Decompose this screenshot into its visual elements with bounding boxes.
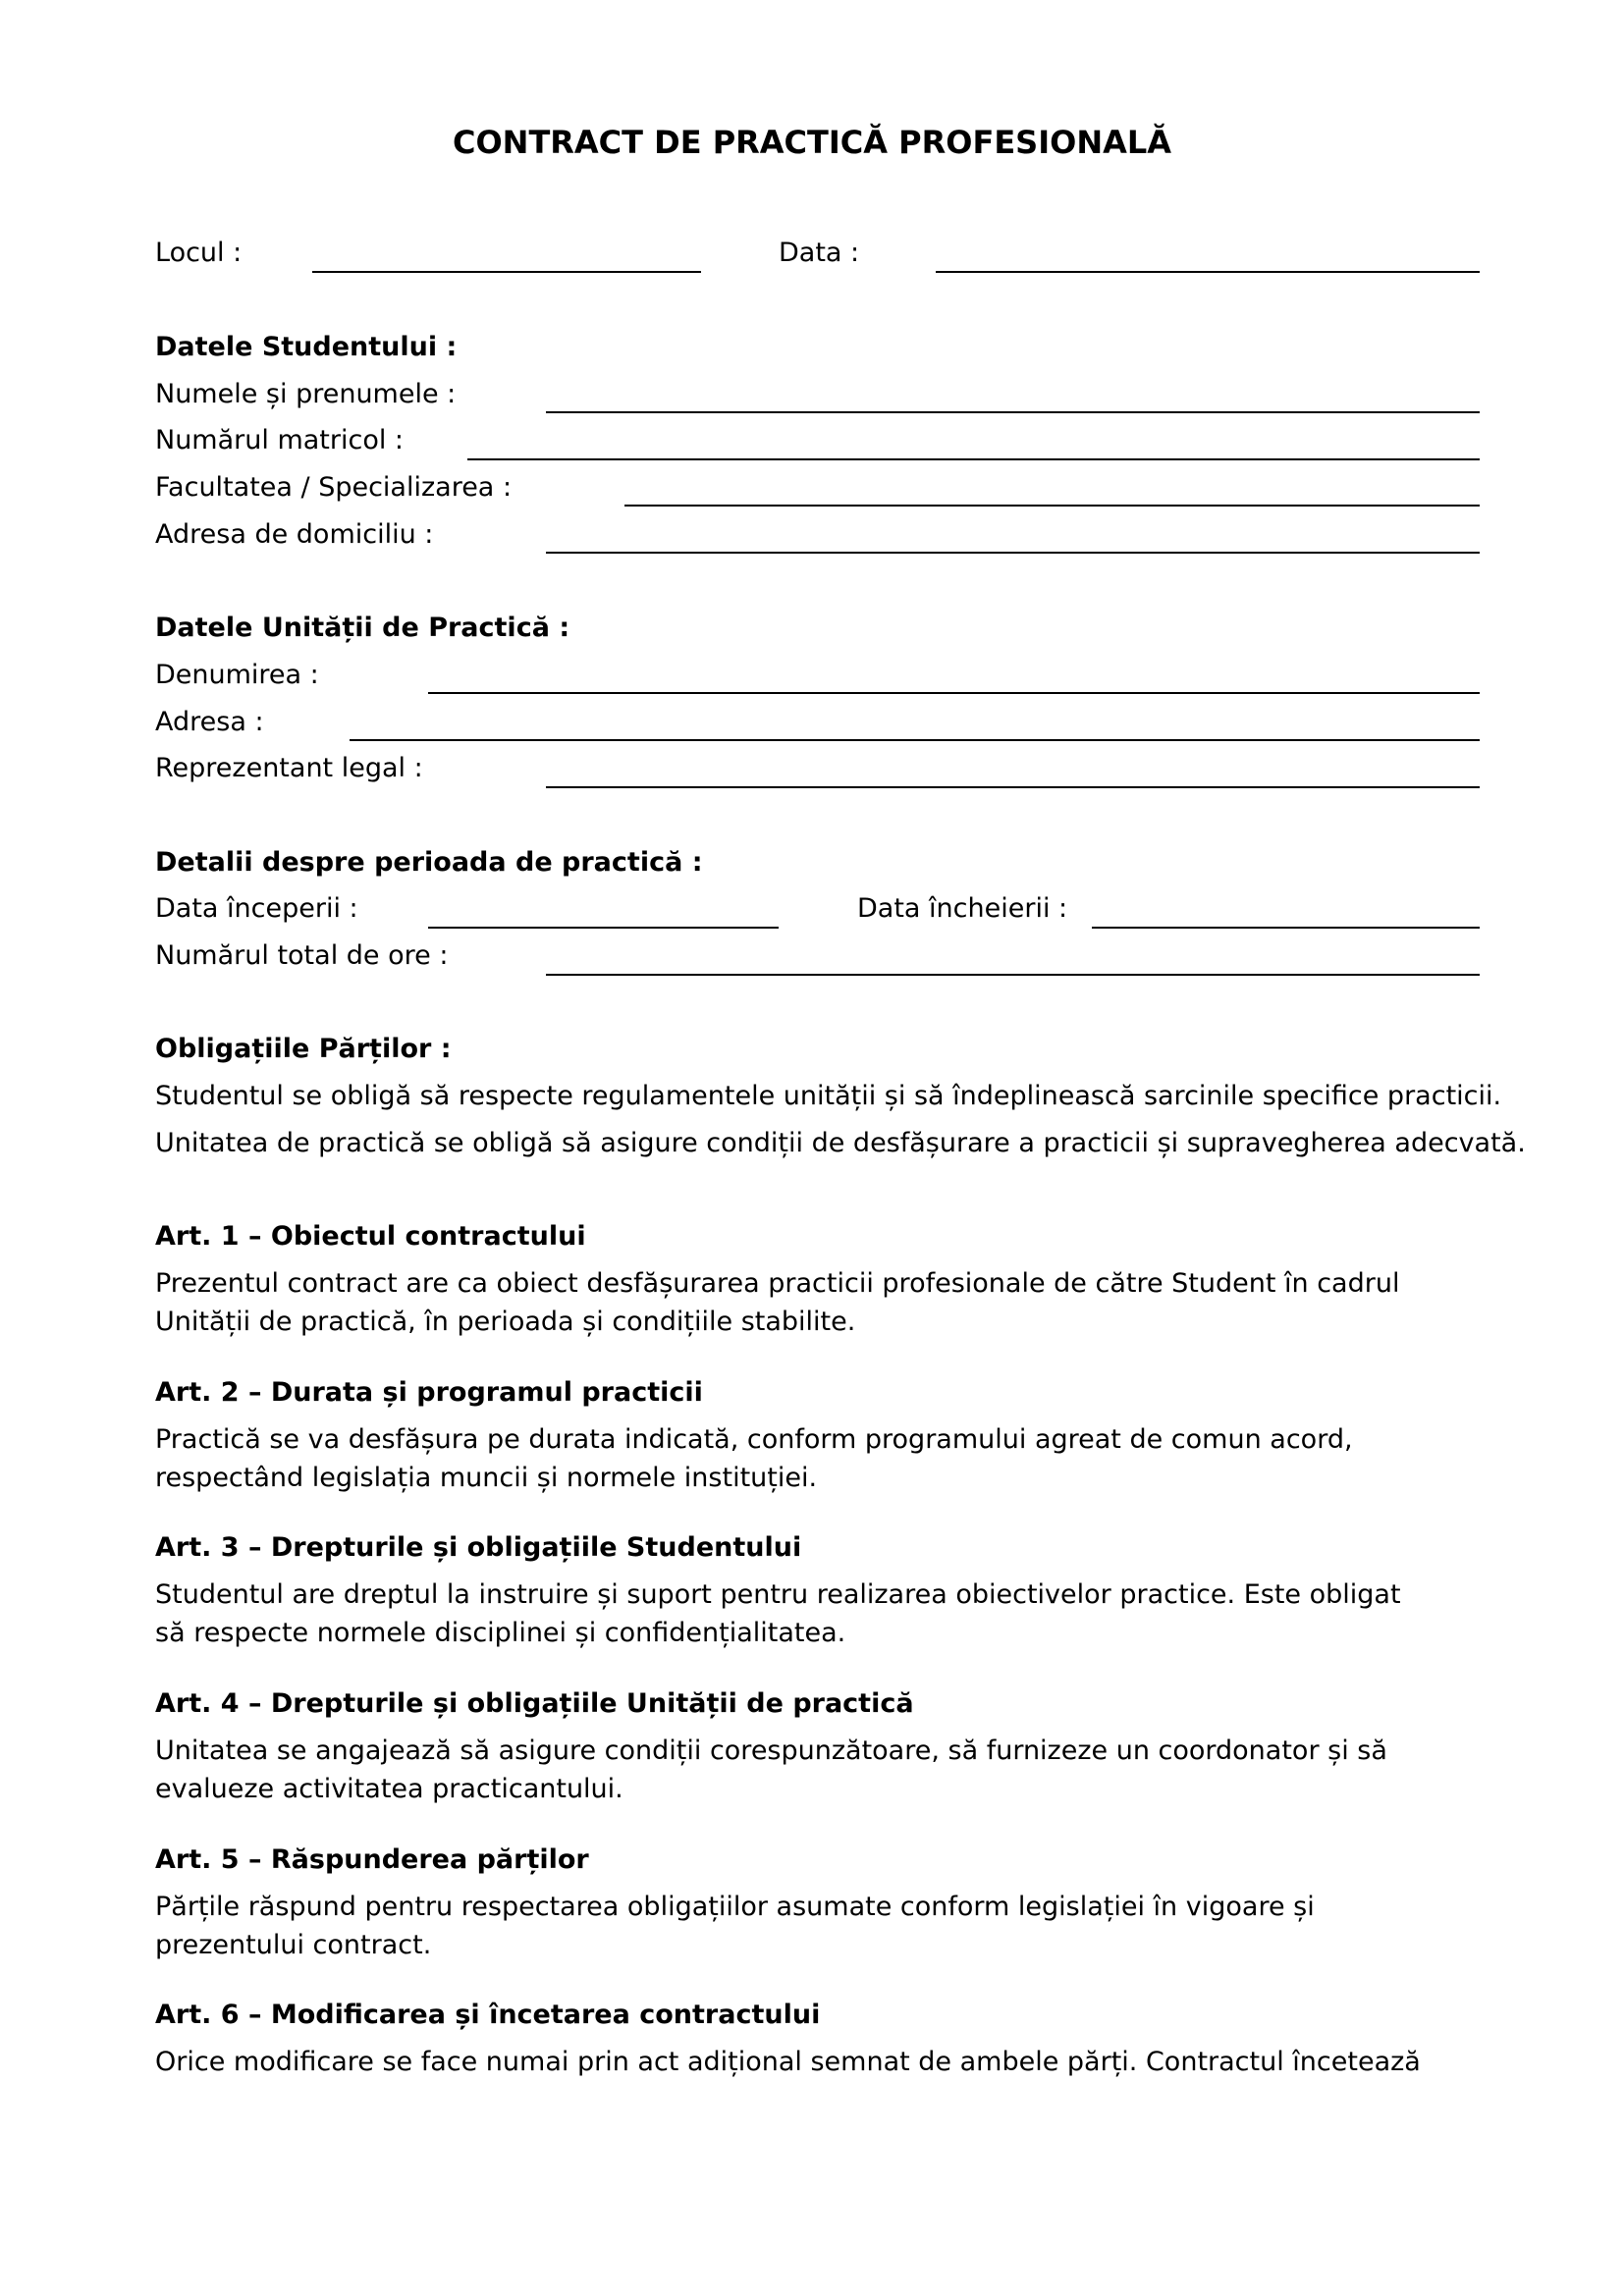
article-2-heading: Art. 2 – Durata și programul practicii [155, 1377, 703, 1408]
unit-representative-field[interactable] [546, 786, 1480, 788]
period-end-field[interactable] [1092, 927, 1480, 929]
obligations-heading: Obligațiile Părților : [155, 1034, 452, 1064]
article-5-text-line1: Părțile răspund pentru respectarea obligațiilor asumate conform legislației în vigoare și [155, 1892, 1315, 1922]
article-5-text-line2: prezentului contract. [155, 1930, 432, 1960]
unit-name-field[interactable] [428, 692, 1480, 694]
article-6-heading: Art. 6 – Modificarea și încetarea contractului [155, 2000, 821, 2030]
article-3-heading: Art. 3 – Drepturile și obligațiile Studentului [155, 1532, 802, 1563]
period-hours-label: Numărul total de ore : [155, 940, 449, 971]
student-faculty-field[interactable] [624, 505, 1480, 507]
article-3-text-line1: Studentul are dreptul la instruire și suport pentru realizarea obiectivelor practice. Este obligat [155, 1579, 1401, 1610]
student-faculty-label: Facultatea / Specializarea : [155, 472, 513, 503]
unit-representative-label: Reprezentant legal : [155, 753, 423, 783]
date-field[interactable] [936, 271, 1480, 273]
article-4-text-line1: Unitatea se angajează să asigure condiții corespunzătoare, să furnizeze un coordonator și să [155, 1735, 1387, 1766]
article-1-heading: Art. 1 – Obiectul contractului [155, 1221, 586, 1252]
document-title: CONTRACT DE PRACTICĂ PROFESIONALĂ [452, 124, 1172, 161]
unit-address-field[interactable] [350, 739, 1480, 741]
unit-name-label: Denumirea : [155, 660, 319, 690]
article-6-text-line1: Orice modificare se face numai prin act adițional semnat de ambele părți. Contractul încetează [155, 2047, 1421, 2077]
article-1-text-line2: Unității de practică, în perioada și condițiile stabilite. [155, 1307, 856, 1337]
unit-address-label: Adresa : [155, 707, 264, 737]
student-name-field[interactable] [546, 411, 1480, 413]
place-field[interactable] [312, 271, 701, 273]
unit-section-heading: Datele Unității de Practică : [155, 613, 570, 643]
student-section-heading: Datele Studentului : [155, 332, 458, 362]
article-3-text-line2: să respecte normele disciplinei și confidențialitatea. [155, 1618, 846, 1648]
place-label: Locul : [155, 238, 243, 268]
student-name-label: Numele și prenumele : [155, 379, 457, 409]
student-address-label: Adresa de domiciliu : [155, 519, 434, 550]
article-5-heading: Art. 5 – Răspunderea părților [155, 1844, 589, 1875]
date-label: Data : [779, 238, 860, 268]
article-2-text-line2: respectând legislația muncii și normele instituției. [155, 1463, 818, 1493]
period-start-label: Data începerii : [155, 893, 358, 924]
obligations-unit-text: Unitatea de practică se obligă să asigure condiții de desfășurare a practicii și supravegherea adecvată. [155, 1128, 1526, 1158]
student-address-field[interactable] [546, 552, 1480, 554]
obligations-student-text: Studentul se obligă să respecte regulamentele unității și să îndeplinească sarcinile specifice practicii. [155, 1081, 1502, 1111]
article-2-text-line1: Practică se va desfășura pe durata indicată, conform programului agreat de comun acord, [155, 1424, 1353, 1455]
period-hours-field[interactable] [546, 974, 1480, 976]
article-1-text-line1: Prezentul contract are ca obiect desfășurarea practicii profesionale de către Student în cadrul [155, 1268, 1400, 1299]
student-matricol-field[interactable] [467, 458, 1480, 460]
period-end-label: Data încheierii : [857, 893, 1068, 924]
article-4-text-line2: evalueze activitatea practicantului. [155, 1774, 623, 1804]
student-matricol-label: Numărul matricol : [155, 425, 405, 455]
period-start-field[interactable] [428, 927, 779, 929]
article-4-heading: Art. 4 – Drepturile și obligațiile Unității de practică [155, 1688, 914, 1719]
period-section-heading: Detalii despre perioada de practică : [155, 847, 703, 878]
